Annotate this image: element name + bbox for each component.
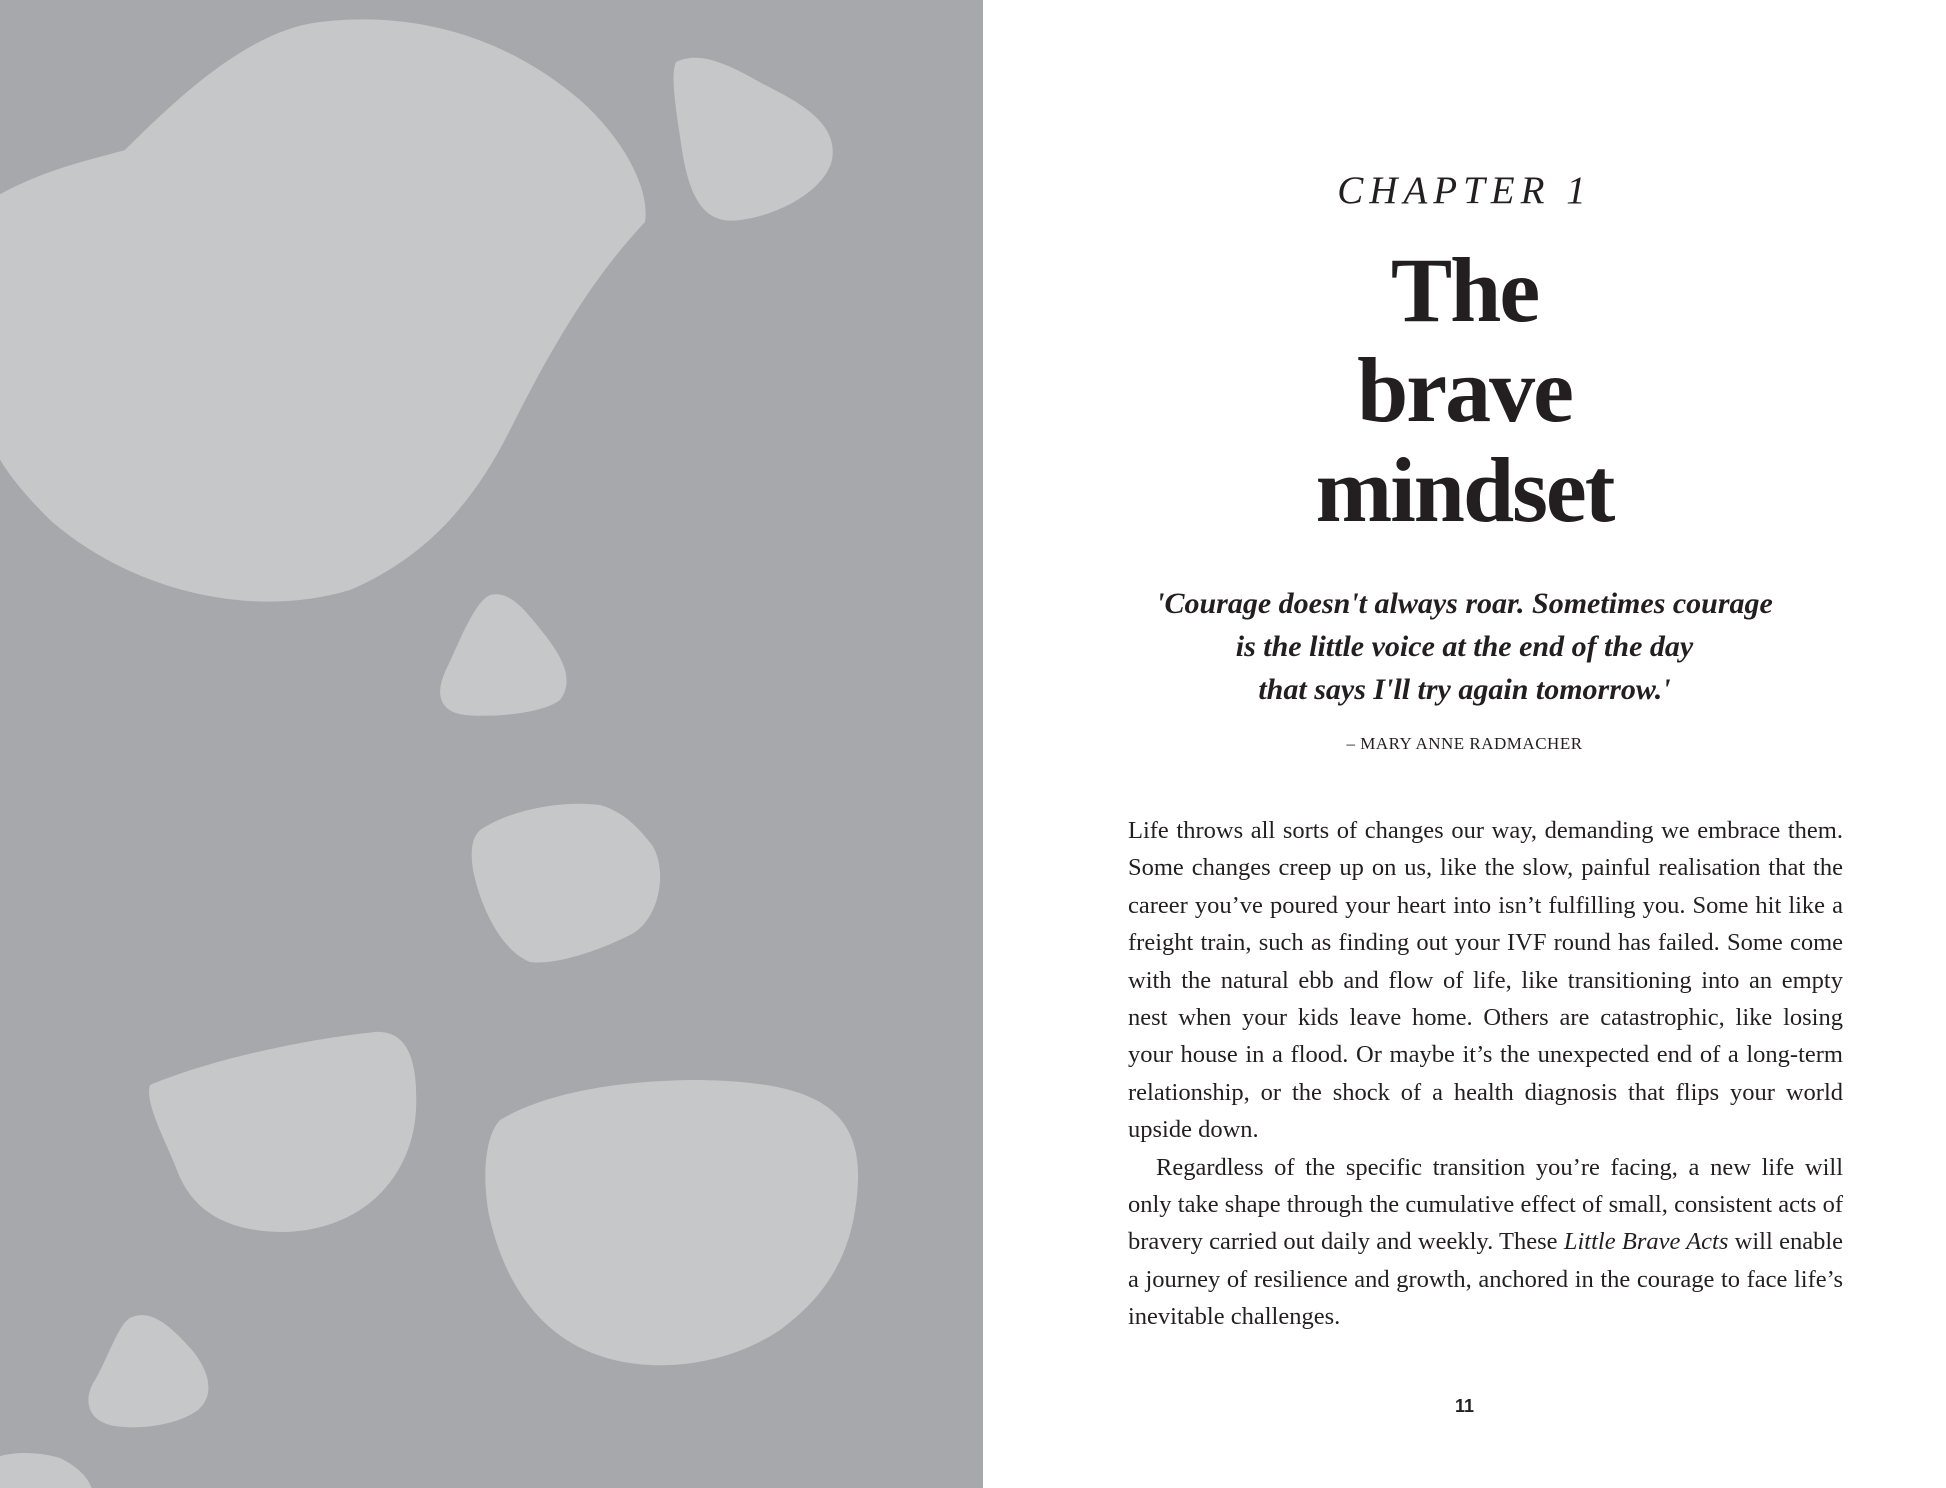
body-text: [1128, 812, 1843, 1336]
body-paragraph-2-text: Regardless of the specific transition you’re facing, a new life will only take shape through the cumulative effect of small, consistent acts of bravery carried out daily and weekly. These: [1128, 1153, 1843, 1256]
epigraph-line: that says I'll try again tomorrow.': [1258, 673, 1671, 706]
chapter-title-line: brave: [1357, 339, 1572, 441]
pebble-shape-lower-left: [149, 1032, 416, 1232]
epigraph-line: is the little voice at the end of the day: [1235, 630, 1694, 663]
page-number: 11: [1454, 1396, 1475, 1416]
chapter-title: [983, 240, 1946, 540]
body-paragraph-2-text: will enable a journey of resilience and growth, anchored in the courage to face life’s inevitable challenges.: [1128, 1228, 1844, 1331]
book-title-italic: Little Brave Acts: [1563, 1228, 1729, 1256]
chapter-label: CHAPTER 1: [1337, 169, 1592, 212]
pebble-shape-bottom-corner: [0, 1453, 95, 1488]
chapter-title-line: The: [1390, 239, 1539, 341]
text-page: [983, 0, 1946, 1488]
pebble-shape-bottom-small: [88, 1315, 208, 1427]
body-paragraph-1: Life throws all sorts of changes our way, demanding we embrace them. Some changes creep up on us, like the slow, painful realisation that the career you’ve poured your heart into isn’t fulfilling you. Some hit like a freight train, such as finding out your IVF round has failed. Some come with the natural ebb and flow of life, like transitioning into an empty nest when your kids leave home. Others are catastrophic, like losing your house in a flood. Or maybe it’s the unexpected end of a long-term relationship, or the shock of a health diagnosis that flips your world upside down.: [1128, 817, 1843, 1144]
chapter-title-line: mindset: [1315, 439, 1614, 541]
pebble-shape-lower-right: [485, 1080, 858, 1365]
pebble-shape-middle: [472, 804, 660, 963]
pebble-shape-large: [0, 19, 646, 601]
epigraph-quote: [983, 582, 1946, 711]
epigraph-attribution: – MARY ANNE RADMACHER: [1346, 734, 1583, 753]
body-paragraph-2: [1128, 1149, 1843, 1336]
pebble-shape-top-right: [674, 58, 833, 221]
epigraph-line: 'Courage doesn't always roar. Sometimes courage: [1156, 587, 1773, 620]
pebble-shape-small-triangle: [440, 594, 566, 716]
